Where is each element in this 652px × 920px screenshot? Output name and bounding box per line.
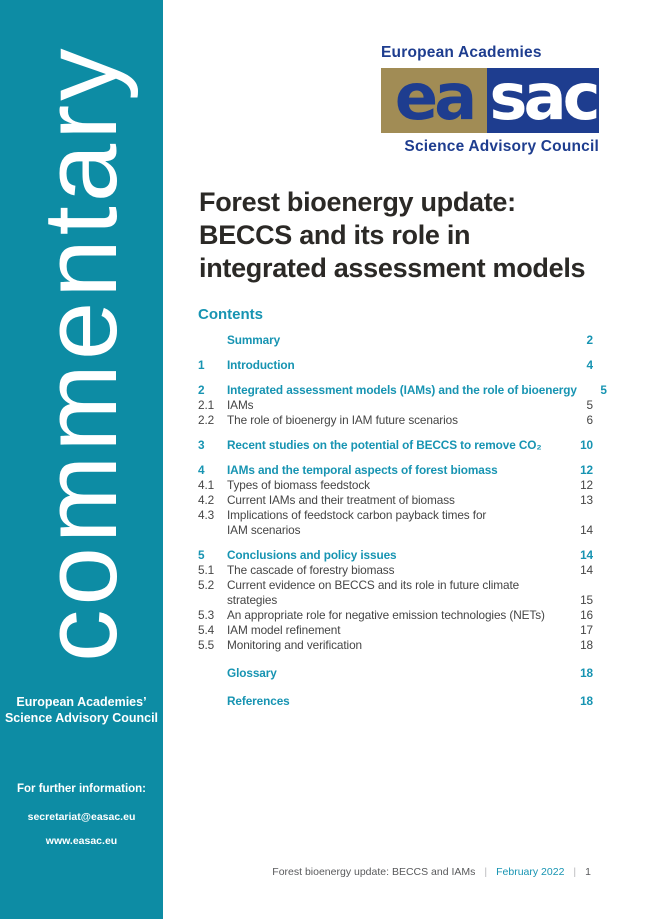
toc-entry-number: 3 (198, 438, 205, 452)
toc-row[interactable] (198, 548, 593, 563)
logo-top-text: European Academies (381, 44, 542, 61)
toc-page-number: 6 (586, 413, 593, 427)
toc-row[interactable] (198, 383, 607, 398)
contents-heading: Contents (198, 306, 263, 323)
footer-separator: | (573, 866, 577, 878)
toc-page-number: 18 (580, 638, 593, 652)
toc-entry-label: References (227, 694, 290, 708)
toc-page-number: 16 (580, 608, 593, 622)
toc-page-number: 18 (580, 694, 593, 708)
toc-page-number: 5 (586, 398, 593, 412)
toc-entry-number: 2.1 (198, 398, 215, 412)
toc-entry-number: 5.5 (198, 638, 215, 652)
toc-row[interactable] (198, 623, 593, 638)
toc-entry-number: 5.3 (198, 608, 215, 622)
toc-row[interactable] (198, 666, 593, 681)
toc-page-number: 17 (580, 623, 593, 637)
toc-entry-label: The role of bioenergy in IAM future scenarios (227, 413, 458, 427)
toc-row[interactable] (198, 493, 593, 508)
title-line-1: Forest bioenergy update: (199, 187, 516, 217)
table-of-contents (198, 333, 607, 709)
toc-row[interactable] (198, 438, 593, 453)
toc-entry-label: Introduction (227, 358, 295, 372)
toc-row[interactable] (198, 578, 593, 608)
toc-row[interactable] (198, 463, 593, 478)
toc-entry-number: 4 (198, 463, 205, 477)
footer-date: February 2022 (496, 866, 565, 878)
toc-entry-label: An appropriate role for negative emission technologies (NETs) (227, 608, 545, 622)
contents-section (198, 306, 607, 709)
toc-page-number: 4 (586, 358, 593, 372)
toc-page-number: 18 (580, 666, 593, 680)
toc-entry-label: The cascade of forestry biomass (227, 563, 395, 577)
toc-entry-number: 4.1 (198, 478, 215, 492)
toc-entry-number: 5 (198, 548, 205, 562)
easac-logo-mark (381, 60, 599, 135)
toc-entry-label: Current IAMs and their treatment of biomass (227, 493, 455, 507)
page-title (199, 186, 599, 285)
toc-page-number: 2 (586, 333, 593, 347)
toc-page-number: 15 (580, 593, 593, 607)
toc-entry-number: 4.3 (198, 508, 215, 522)
sidebar (0, 0, 163, 919)
toc-row[interactable] (198, 638, 593, 653)
toc-entry-number: 1 (198, 358, 205, 372)
toc-page-number: 14 (580, 523, 593, 537)
further-information-label: For further information: (16, 783, 147, 795)
toc-row[interactable] (198, 478, 593, 493)
org-name-line2: Science Advisory Council (4, 711, 159, 725)
toc-entry-label: Monitoring and verification (227, 638, 363, 652)
toc-row[interactable] (198, 413, 593, 428)
toc-entry-label: IAMs (227, 398, 254, 412)
logo-sac-box: sac (487, 68, 599, 133)
toc-row[interactable] (198, 358, 593, 373)
toc-page-number: 13 (580, 493, 593, 507)
title-line-2: BECCS and its role in (199, 220, 471, 250)
toc-row[interactable] (198, 608, 593, 623)
logo-bottom-text: Science Advisory Council (404, 138, 599, 155)
toc-entry-number: 5.4 (198, 623, 215, 637)
toc-row[interactable] (198, 333, 593, 348)
toc-row[interactable] (198, 508, 593, 538)
toc-entry-number: 2 (198, 383, 205, 397)
toc-entry-number: 5.1 (198, 563, 215, 577)
toc-entry-number: 5.2 (198, 578, 215, 592)
toc-page-number: 14 (580, 548, 593, 562)
sidebar-org-name (0, 694, 163, 726)
toc-entry-number: 2.2 (198, 413, 215, 427)
toc-page-number: 5 (600, 383, 607, 397)
toc-entry-label: IAMs and the temporal aspects of forest biomass (227, 463, 498, 477)
org-name-line1: European Academies’ (16, 695, 147, 709)
toc-entry-number: 4.2 (198, 493, 215, 507)
easac-website-link[interactable]: www.easac.eu (45, 835, 118, 847)
footer-separator: | (484, 866, 488, 878)
toc-row[interactable] (198, 563, 593, 578)
toc-entry-label: Implications of feedstock carbon payback times for IAM scenarios (227, 508, 487, 537)
toc-entry-label: Conclusions and policy issues (227, 548, 397, 562)
toc-entry-label: Integrated assessment models (IAMs) and the role of bioenergy (227, 383, 577, 397)
toc-page-number: 12 (580, 478, 593, 492)
commentary-vertical-label: commentary (22, 44, 139, 662)
toc-entry-label: Current evidence on BECCS and its role in future climate strategies (227, 578, 520, 607)
footer-doc-title: Forest bioenergy update: BECCS and IAMs (272, 866, 476, 878)
toc-entry-label: Recent studies on the potential of BECCS to remove CO₂ (227, 438, 542, 452)
toc-row[interactable] (198, 694, 593, 709)
toc-page-number: 14 (580, 563, 593, 577)
toc-page-number: 12 (580, 463, 593, 477)
toc-row[interactable] (198, 398, 593, 413)
toc-page-number: 10 (580, 438, 593, 452)
secretariat-email-link[interactable]: secretariat@easac.eu (27, 811, 136, 823)
footer-page-number: 1 (585, 866, 591, 878)
toc-entry-label: Types of biomass feedstock (227, 478, 370, 492)
easac-logo (381, 44, 599, 156)
toc-entry-label: Glossary (227, 666, 277, 680)
toc-entry-label: IAM model refinement (227, 623, 341, 637)
footer (272, 866, 591, 878)
logo-ea-box: ea (381, 68, 487, 133)
toc-entry-label: Summary (227, 333, 281, 347)
title-line-3: integrated assessment models (199, 253, 586, 283)
